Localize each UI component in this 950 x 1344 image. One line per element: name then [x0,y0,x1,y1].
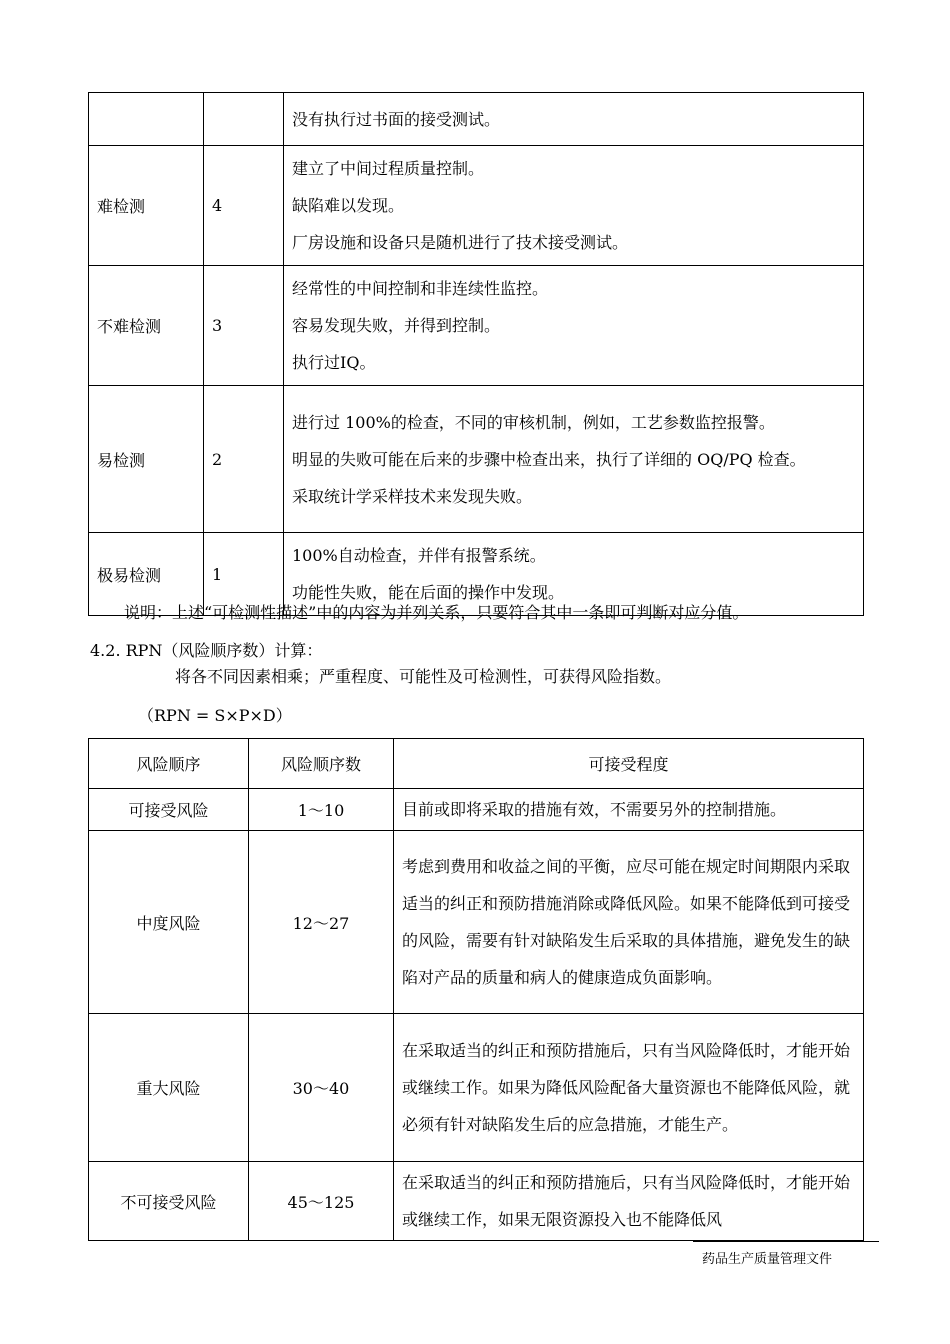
acceptability-cell [394,789,864,831]
table-row [89,146,864,266]
description-line: 经常性的中间控制和非连续性监控。 [292,279,549,298]
description-line: 明显的失败可能在后来的步骤中检查出来，执行了详细的 OQ/PQ 检查。 [292,449,806,469]
level-cell: 极易检测 [89,533,204,616]
table-row [89,386,864,533]
rpn-range-cell: 30～40 [249,1014,394,1162]
column-header: 风险顺序 [89,739,249,789]
description-line: 缺陷难以发现。 [292,196,405,215]
acceptability-cell [394,831,864,1014]
description-cell [284,93,864,146]
rpn-formula: （RPN = S×P×D） [138,706,292,725]
level-cell: 易检测 [89,386,204,533]
column-header: 可接受程度 [394,739,864,789]
table-row [89,1014,864,1162]
table-row [89,831,864,1014]
description-line: 采取统计学采样技术来发现失败。 [292,486,533,506]
rpn-table [88,738,864,1241]
table-row [89,266,864,386]
description-line: 100%自动检查，并伴有报警系统。 [292,546,546,565]
level-cell: 难检测 [89,146,204,266]
risk-level-cell: 可接受风险 [89,789,249,831]
description-cell [284,146,864,266]
acceptability-text: 目前或即将采取的措施有效，不需要另外的控制措施。 [402,800,787,819]
acceptability-cell [394,1014,864,1162]
risk-level-cell: 中度风险 [89,831,249,1014]
score-cell: 3 [204,266,284,386]
acceptability-text: 在采取适当的纠正和预防措施后，只有当风险降低时，才能开始或继续工作。如果为降低风险配备大量资源也不能降低风险，就必须有针对缺陷发生后的应急措施，才能生产。 [402,1041,851,1134]
table-header-row [89,739,864,789]
table-note: 说明：上述“可检测性描述”中的内容为并列关系，只要符合其中一条即可判断对应分值。 [124,603,749,622]
section-heading: 4.2. RPN（风险顺序数）计算： [90,641,323,660]
description-line: 没有执行过书面的接受测试。 [292,109,501,129]
table-row [89,93,864,146]
section-text: 将各不同因素相乘；严重程度、可能性及可检测性，可获得风险指数。 [175,667,672,686]
description-cell [284,386,864,533]
score-cell: 1 [204,533,284,616]
description-line: 容易发现失败，并得到控制。 [292,316,501,335]
description-line: 进行过 100%的检查，不同的审核机制，例如，工艺参数监控报警。 [292,412,775,432]
description-line: 执行过IQ。 [292,353,376,372]
risk-level-cell: 重大风险 [89,1014,249,1162]
acceptability-text: 在采取适当的纠正和预防措施后，只有当风险降低时，才能开始或继续工作，如果无限资源投入也不能降低风 [402,1173,851,1229]
rpn-range-cell: 12～27 [249,831,394,1014]
footer-text: 药品生产质量管理文件 [702,1252,833,1267]
score-cell: 2 [204,386,284,533]
table-row [89,789,864,831]
column-header: 风险顺序数 [249,739,394,789]
description-line: 厂房设施和设备只是随机进行了技术接受测试。 [292,233,629,252]
level-cell: 不难检测 [89,266,204,386]
table-row [89,1162,864,1241]
description-line: 功能性失败，能在后面的操作中发现。 [292,583,565,602]
level-cell [89,93,204,146]
risk-level-cell: 不可接受风险 [89,1162,249,1241]
detectability-table [88,92,864,616]
footer-divider [693,1241,879,1242]
score-cell [204,93,284,146]
rpn-range-cell: 1～10 [249,789,394,831]
score-cell: 4 [204,146,284,266]
acceptability-cell [394,1162,864,1241]
description-line: 建立了中间过程质量控制。 [292,159,485,178]
rpn-range-cell: 45～125 [249,1162,394,1241]
acceptability-text: 考虑到费用和收益之间的平衡，应尽可能在规定时间期限内采取适当的纠正和预防措施消除或降低风险。如果不能降低到可接受的风险，需要有针对缺陷发生后采取的具体措施，避免发生的缺陷对产品的质量和病人的健康造成负面影响。 [402,857,851,987]
description-cell [284,266,864,386]
